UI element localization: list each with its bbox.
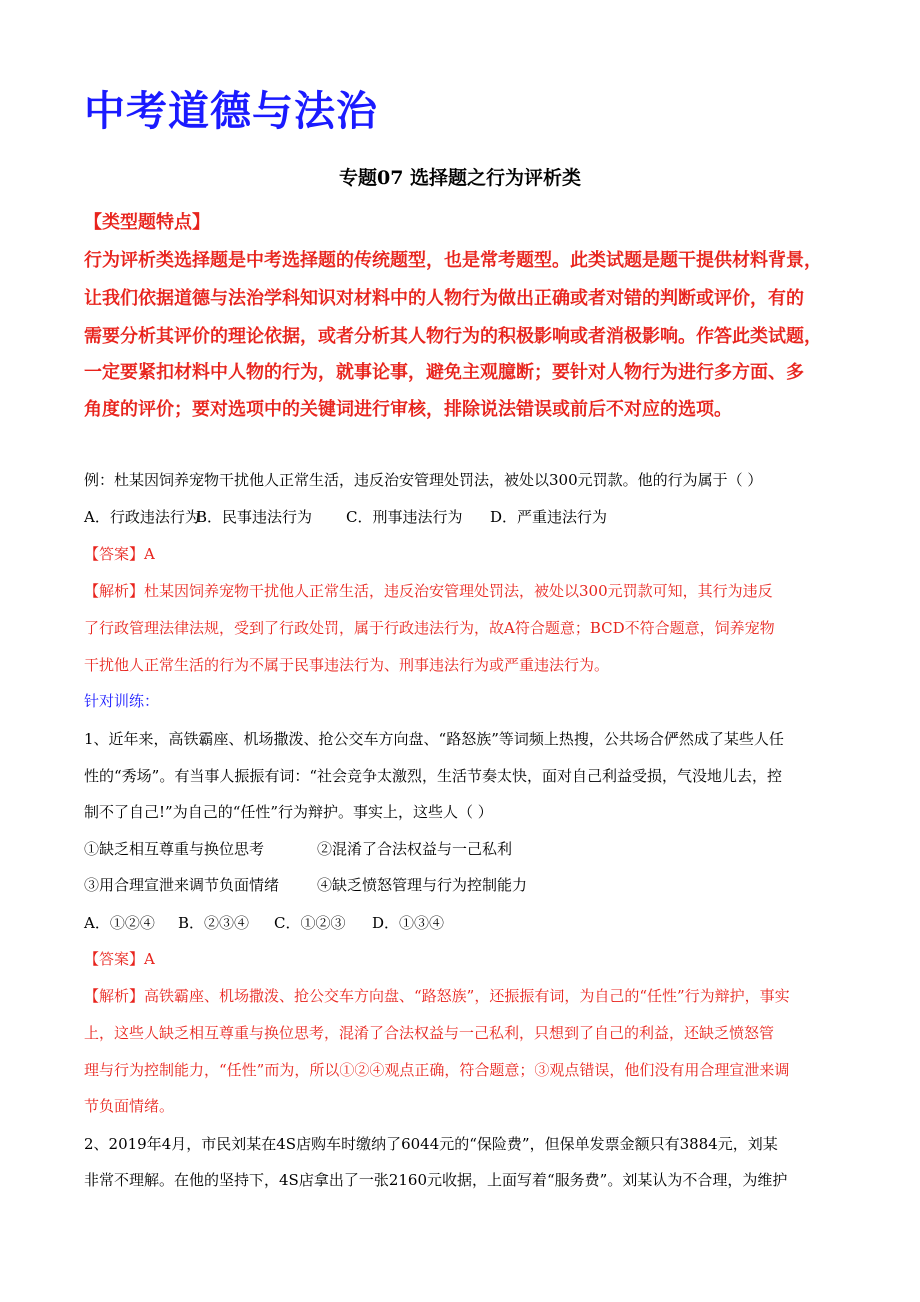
q1-statements-row <box>84 874 844 895</box>
q1-statement: ④缺乏愤怒管理与行为控制能力 <box>317 876 528 894</box>
q1-statements-row <box>84 838 844 859</box>
q1-statement: ②混淆了合法权益与一己私利 <box>317 840 513 858</box>
q1-line: 1、近年来，高铁霸座、机场撒泼、抢公交车方向盘、“路怒族”等词频上热搜，公共场合俨然成了某些人任 <box>84 730 784 748</box>
q1-statement: ③用合理宣泄来调节负面情绪 <box>84 876 280 894</box>
q1-answer: 【答案】A <box>84 950 155 968</box>
q1-option: C．①②③ <box>274 914 346 932</box>
features-heading: 【类型题特点】 <box>84 212 210 233</box>
q1-option: B．②③④ <box>178 914 250 932</box>
q1-analysis-line: 理与行为控制能力，“任性”而为，所以①②④观点正确，符合题意；③观点错误，他们没有用合理宣泄来调 <box>84 1061 790 1079</box>
example-option: B．民事违法行为 <box>196 508 313 526</box>
features-line: 需要分析其评价的理论依据，或者分析其人物行为的积极影响或者消极影响。作答此类试题， <box>84 326 822 347</box>
page-title: 专题07 选择题之行为评析类 <box>338 167 582 189</box>
q1-line: 性的“秀场”。有当事人振振有词：“社会竞争太激烈，生活节奏太快，面对自己利益受损，气没地儿去，控 <box>84 767 783 785</box>
q1-option: D．①③④ <box>372 914 445 932</box>
q1-line: 制不了自己!”为自己的“任性”行为辩护。事实上，这些人（ ） <box>84 803 493 821</box>
features-line: 一定要紧扣材料中人物的行为，就事论事，避免主观臆断；要针对人物行为进行多方面、多 <box>84 362 804 383</box>
example-analysis-line: 了行政管理法律法规，受到了行政处罚，属于行政违法行为，故A符合题意；BCD不符合题意，饲养宠物 <box>84 619 775 637</box>
brand-title: 中考道德与法治 <box>84 87 378 135</box>
q1-options <box>84 912 844 933</box>
example-options <box>84 506 844 527</box>
features-line: 让我们依据道德与法治学科知识对材料中的人物行为做出正确或者对错的判断或评价，有的 <box>84 288 804 309</box>
q2-line: 非常不理解。在他的坚持下，4S店拿出了一张2160元收据，上面写着“服务费”。刘某认为不合理，为维护 <box>84 1171 788 1189</box>
example-analysis-line: 【解析】杜某因饲养宠物干扰他人正常生活，违反治安管理处罚法，被处以300元罚款可知，其行为违反 <box>84 582 773 600</box>
q2-line: 2、2019年4月，市民刘某在4S店购车时缴纳了6044元的“保险费”，但保单发票金额只有3884元，刘某 <box>84 1135 778 1153</box>
example-option: C．刑事违法行为 <box>346 508 463 526</box>
features-line: 行为评析类选择题是中考选择题的传统题型，也是常考题型。此类试题是题干提供材料背景， <box>84 250 822 271</box>
training-heading: 针对训练： <box>84 692 160 710</box>
example-option: D．严重违法行为 <box>490 508 608 526</box>
example-option: A．行政违法行为 <box>84 508 200 526</box>
features-line: 角度的评价；要对选项中的关键词进行审核，排除说法错误或前后不对应的选项。 <box>84 399 732 420</box>
example-question: 例：杜某因饲养宠物干扰他人正常生活，违反治安管理处罚法，被处以300元罚款。他的行为属于（ ） <box>84 471 763 489</box>
q1-option: A．①②④ <box>84 914 155 932</box>
q1-analysis-line: 上，这些人缺乏相互尊重与换位思考，混淆了合法权益与一己私利，只想到了自己的利益，还缺乏愤怒管 <box>84 1024 775 1042</box>
example-answer: 【答案】A <box>84 545 155 563</box>
q1-analysis-line: 节负面情绪。 <box>84 1097 175 1115</box>
example-analysis-line: 干扰他人正常生活的行为不属于民事违法行为、刑事违法行为或严重违法行为。 <box>84 656 610 674</box>
q1-statement: ①缺乏相互尊重与换位思考 <box>84 840 265 858</box>
q1-analysis-line: 【解析】高铁霸座、机场撒泼、抢公交车方向盘、“路怒族”，还振振有词，为自己的“任性”行为辩护，事实 <box>84 987 790 1005</box>
